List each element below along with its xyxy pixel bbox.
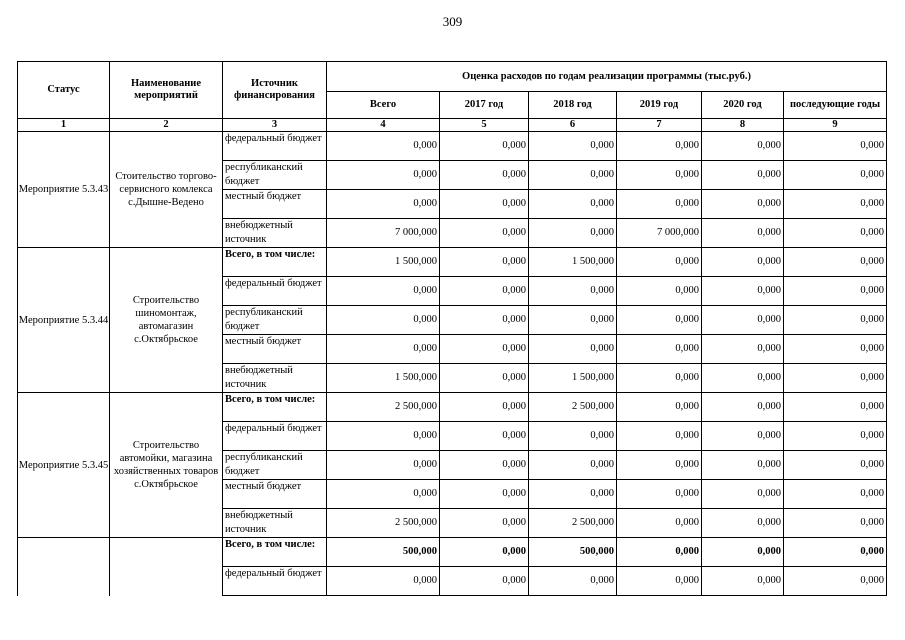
header-name: Наименование мероприятий xyxy=(110,62,223,119)
value-cell: 0,000 xyxy=(784,480,887,509)
value-cell: 0,000 xyxy=(784,451,887,480)
value-cell: 0,000 xyxy=(702,132,784,161)
table-row xyxy=(18,132,887,161)
value-cell: 0,000 xyxy=(784,132,887,161)
value-cell: 0,000 xyxy=(440,364,529,393)
value-cell: 0,000 xyxy=(327,132,440,161)
status-cell: Мероприятие 5.3.43 xyxy=(18,132,110,248)
header-source: Источник финансирования xyxy=(223,62,327,119)
value-cell: 0,000 xyxy=(784,393,887,422)
value-cell: 0,000 xyxy=(327,161,440,190)
value-cell: 0,000 xyxy=(617,190,702,219)
value-cell: 7 000,000 xyxy=(327,219,440,248)
funding-source-cell: Всего, в том числе: xyxy=(223,393,327,422)
value-cell: 0,000 xyxy=(702,161,784,190)
value-cell: 0,000 xyxy=(617,364,702,393)
value-cell: 1 500,000 xyxy=(529,364,617,393)
value-cell: 0,000 xyxy=(784,219,887,248)
status-cell: Мероприятие 5.3.45 xyxy=(18,393,110,538)
value-cell: 2 500,000 xyxy=(327,509,440,538)
value-cell: 2 500,000 xyxy=(529,509,617,538)
expense-table xyxy=(17,61,887,596)
funding-source-cell: Всего, в том числе: xyxy=(223,248,327,277)
measure-name-cell: Стоительство торгово-сервисного комлекса с.Дышне-Ведено xyxy=(110,132,223,248)
value-cell: 1 500,000 xyxy=(327,248,440,277)
value-cell: 0,000 xyxy=(702,248,784,277)
value-cell: 0,000 xyxy=(440,480,529,509)
value-cell: 0,000 xyxy=(702,364,784,393)
value-cell: 0,000 xyxy=(702,538,784,567)
col-number: 8 xyxy=(702,119,784,132)
table-row xyxy=(18,393,887,422)
value-cell: 0,000 xyxy=(327,277,440,306)
measure-name-cell: Строительство шиномонтаж, автомагазин с.Октябрьское xyxy=(110,248,223,393)
status-cell xyxy=(18,538,110,596)
value-cell: 0,000 xyxy=(529,306,617,335)
table-row xyxy=(18,248,887,277)
value-cell: 0,000 xyxy=(702,451,784,480)
header-2019: 2019 год xyxy=(617,92,702,119)
value-cell: 0,000 xyxy=(702,335,784,364)
value-cell: 0,000 xyxy=(702,393,784,422)
value-cell: 0,000 xyxy=(702,567,784,596)
funding-source-cell: местный бюджет xyxy=(223,335,327,364)
header-2017: 2017 год xyxy=(440,92,529,119)
status-cell: Мероприятие 5.3.44 xyxy=(18,248,110,393)
funding-source-cell: местный бюджет xyxy=(223,190,327,219)
value-cell: 0,000 xyxy=(784,364,887,393)
value-cell: 0,000 xyxy=(617,277,702,306)
funding-source-cell: внебюджетный источник xyxy=(223,509,327,538)
funding-source-cell: федеральный бюджет xyxy=(223,277,327,306)
value-cell: 0,000 xyxy=(529,161,617,190)
funding-source-cell: местный бюджет xyxy=(223,480,327,509)
value-cell: 0,000 xyxy=(784,248,887,277)
value-cell: 0,000 xyxy=(440,567,529,596)
value-cell: 0,000 xyxy=(702,509,784,538)
funding-source-cell: внебюджетный источник xyxy=(223,364,327,393)
value-cell: 0,000 xyxy=(529,480,617,509)
col-number: 1 xyxy=(18,119,110,132)
value-cell: 0,000 xyxy=(784,335,887,364)
value-cell: 0,000 xyxy=(440,509,529,538)
value-cell: 0,000 xyxy=(784,306,887,335)
value-cell: 0,000 xyxy=(440,190,529,219)
value-cell: 1 500,000 xyxy=(327,364,440,393)
header-total: Всего xyxy=(327,92,440,119)
value-cell: 0,000 xyxy=(617,480,702,509)
value-cell: 0,000 xyxy=(440,451,529,480)
funding-source-cell: федеральный бюджет xyxy=(223,422,327,451)
value-cell: 500,000 xyxy=(327,538,440,567)
value-cell: 0,000 xyxy=(617,509,702,538)
value-cell: 0,000 xyxy=(440,219,529,248)
value-cell: 0,000 xyxy=(440,393,529,422)
funding-source-cell: республиканский бюджет xyxy=(223,451,327,480)
value-cell: 0,000 xyxy=(327,190,440,219)
value-cell: 500,000 xyxy=(529,538,617,567)
value-cell: 0,000 xyxy=(327,422,440,451)
col-number: 3 xyxy=(223,119,327,132)
funding-source-cell: внебюджетный источник xyxy=(223,219,327,248)
value-cell: 0,000 xyxy=(440,335,529,364)
col-number: 7 xyxy=(617,119,702,132)
header-later: последующие годы xyxy=(784,92,887,119)
value-cell: 0,000 xyxy=(529,335,617,364)
value-cell: 0,000 xyxy=(617,306,702,335)
value-cell: 2 500,000 xyxy=(529,393,617,422)
value-cell: 0,000 xyxy=(784,538,887,567)
value-cell: 0,000 xyxy=(784,509,887,538)
value-cell: 0,000 xyxy=(784,277,887,306)
value-cell: 0,000 xyxy=(617,567,702,596)
value-cell: 0,000 xyxy=(440,422,529,451)
value-cell: 0,000 xyxy=(529,451,617,480)
value-cell: 0,000 xyxy=(440,132,529,161)
value-cell: 0,000 xyxy=(617,538,702,567)
value-cell: 0,000 xyxy=(617,335,702,364)
value-cell: 0,000 xyxy=(784,422,887,451)
value-cell: 0,000 xyxy=(702,219,784,248)
value-cell: 0,000 xyxy=(327,480,440,509)
value-cell: 0,000 xyxy=(617,132,702,161)
column-number-row xyxy=(18,119,887,132)
value-cell: 7 000,000 xyxy=(617,219,702,248)
value-cell: 0,000 xyxy=(327,306,440,335)
col-number: 6 xyxy=(529,119,617,132)
value-cell: 0,000 xyxy=(617,451,702,480)
value-cell: 0,000 xyxy=(529,219,617,248)
value-cell: 0,000 xyxy=(617,248,702,277)
value-cell: 0,000 xyxy=(327,567,440,596)
value-cell: 0,000 xyxy=(440,248,529,277)
table-row xyxy=(18,538,887,567)
value-cell: 0,000 xyxy=(784,190,887,219)
value-cell: 0,000 xyxy=(784,161,887,190)
value-cell: 0,000 xyxy=(529,277,617,306)
value-cell: 0,000 xyxy=(529,132,617,161)
value-cell: 0,000 xyxy=(440,277,529,306)
value-cell: 0,000 xyxy=(327,335,440,364)
measure-name-cell xyxy=(110,538,223,596)
value-cell: 0,000 xyxy=(529,422,617,451)
col-number: 5 xyxy=(440,119,529,132)
header-2020: 2020 год xyxy=(702,92,784,119)
value-cell: 0,000 xyxy=(529,567,617,596)
value-cell: 0,000 xyxy=(784,567,887,596)
col-number: 2 xyxy=(110,119,223,132)
value-cell: 0,000 xyxy=(327,451,440,480)
measure-name-cell: Строительство автомойки, магазина хозяйственных товаров с.Октябрьское xyxy=(110,393,223,538)
col-number: 4 xyxy=(327,119,440,132)
funding-source-cell: республиканский бюджет xyxy=(223,161,327,190)
funding-source-cell: республиканский бюджет xyxy=(223,306,327,335)
value-cell: 0,000 xyxy=(702,480,784,509)
value-cell: 0,000 xyxy=(617,161,702,190)
funding-source-cell: федеральный бюджет xyxy=(223,132,327,161)
funding-source-cell: федеральный бюджет xyxy=(223,567,327,596)
value-cell: 0,000 xyxy=(440,538,529,567)
value-cell: 0,000 xyxy=(617,393,702,422)
value-cell: 0,000 xyxy=(702,190,784,219)
header-estimate: Оценка расходов по годам реализации программы (тыс.руб.) xyxy=(327,62,887,92)
value-cell: 0,000 xyxy=(529,190,617,219)
value-cell: 0,000 xyxy=(702,422,784,451)
value-cell: 0,000 xyxy=(617,422,702,451)
col-number: 9 xyxy=(784,119,887,132)
page-number: 309 xyxy=(442,14,463,29)
value-cell: 2 500,000 xyxy=(327,393,440,422)
value-cell: 0,000 xyxy=(702,306,784,335)
value-cell: 1 500,000 xyxy=(529,248,617,277)
value-cell: 0,000 xyxy=(702,277,784,306)
header-2018: 2018 год xyxy=(529,92,617,119)
funding-source-cell: Всего, в том числе: xyxy=(223,538,327,567)
value-cell: 0,000 xyxy=(440,161,529,190)
value-cell: 0,000 xyxy=(440,306,529,335)
header-status: Статус xyxy=(18,62,110,119)
